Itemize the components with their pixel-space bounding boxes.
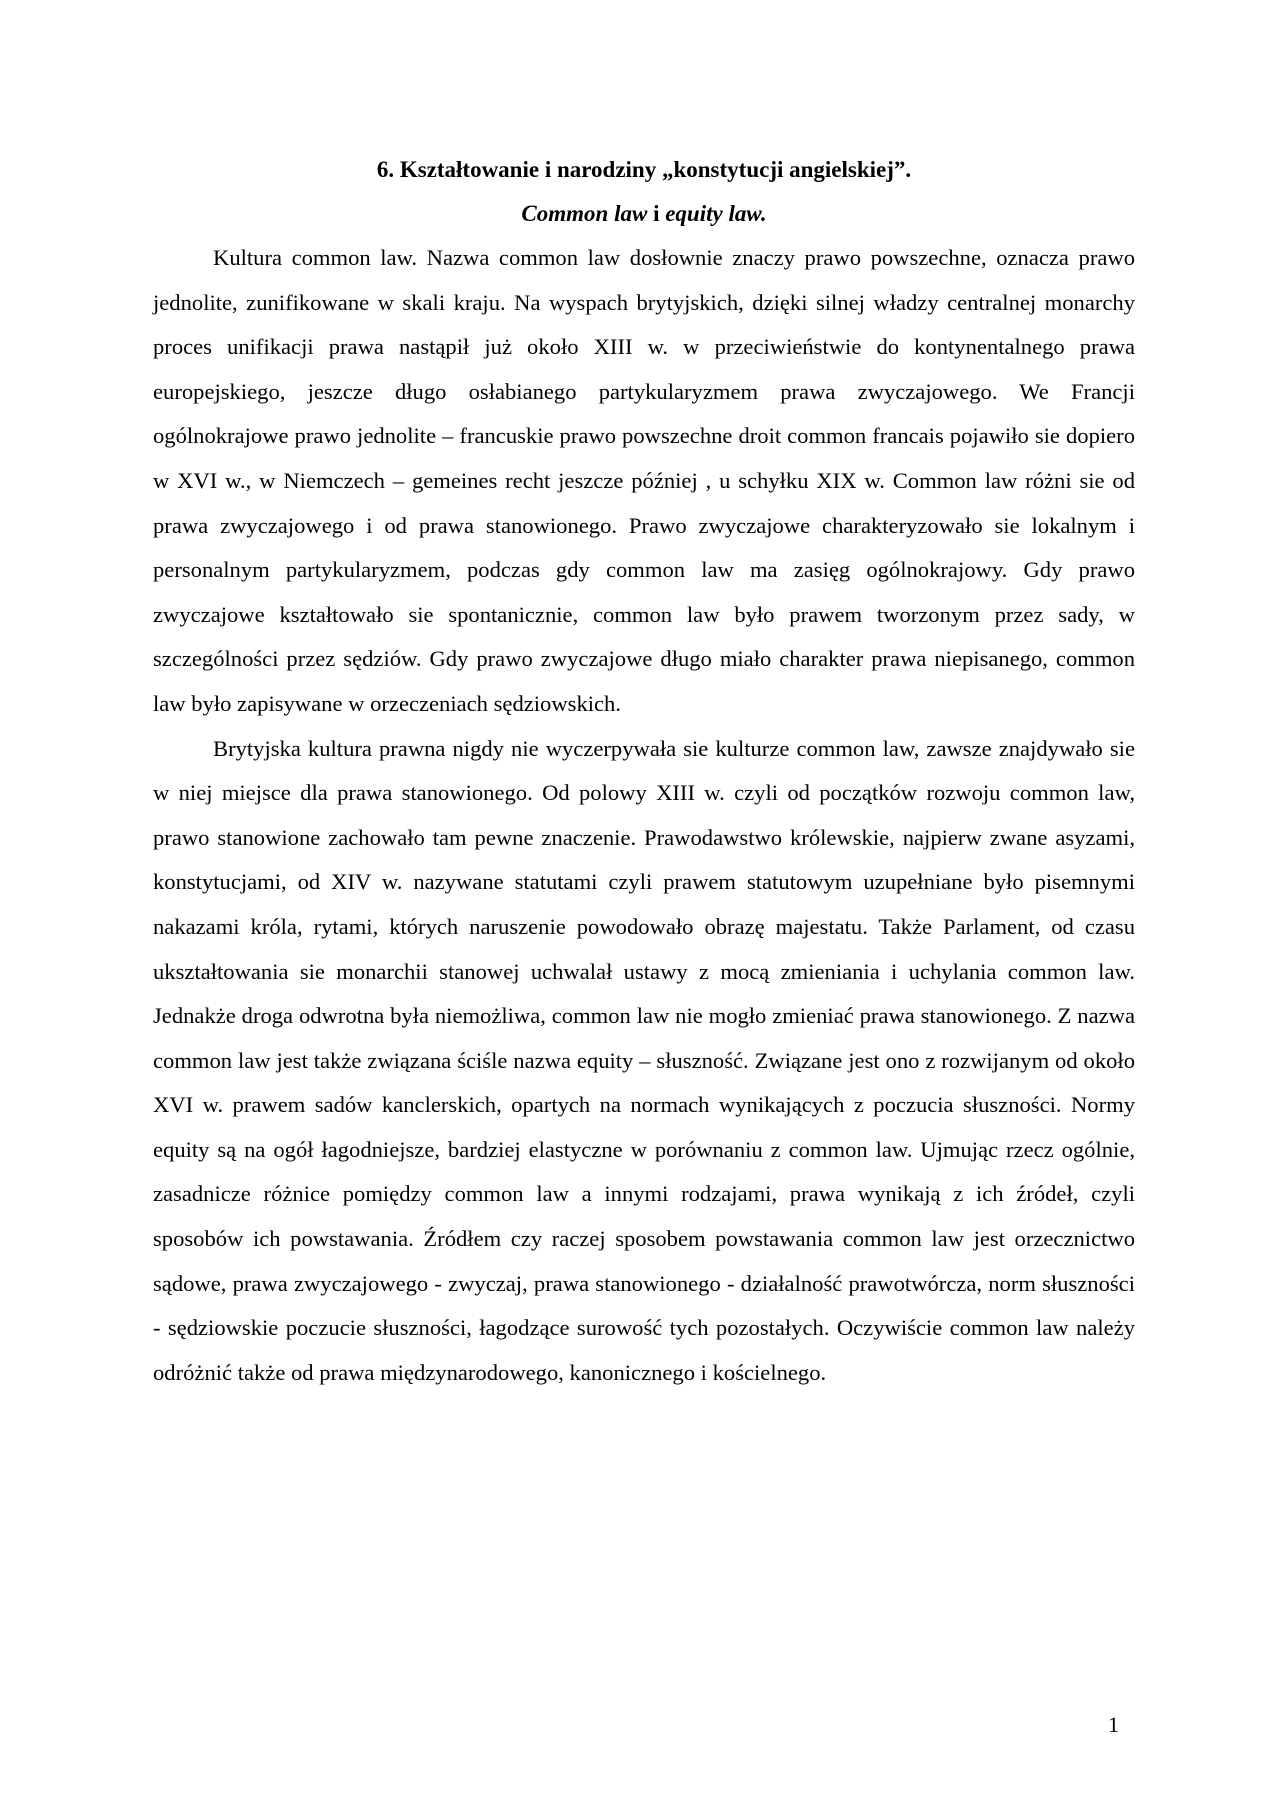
page-number: 1 — [1108, 1712, 1119, 1737]
subtitle-common-law: Common law — [521, 201, 648, 226]
subtitle-equity-law: equity law. — [665, 201, 767, 226]
subtitle-conjunction: i — [647, 201, 666, 226]
document-title: 6. Kształtowanie i narodziny „konstytucji angielskiej”. — [376, 157, 912, 182]
document-subtitle — [153, 192, 1135, 236]
document-page — [153, 148, 1135, 1395]
paragraph-common-law-culture: Kultura common law. Nazwa common law dosłownie znaczy prawo powszechne, oznacza prawo jednolite, zunifikowane w skali kraju. Na wyspach brytyjskich, dzięki silnej władzy centralnej monarchy proces unifikacji prawa nastąpił już około XIII w. w przeciwieństwie do kontynentalnego prawa europejskiego, jeszcze długo osłabianego partykularyzmem prawa zwyczajowego. We Francji ogólnokrajowe prawo jednolite – francuskie prawo powszechne droit common francais pojawiło sie dopiero w XVI w., w Niemczech – gemeines recht jeszcze później , u schyłku XIX w. Common law różni sie od prawa zwyczajowego i od prawa stanowionego. Prawo zwyczajowe charakteryzowało sie lokalnym i personalnym partykularyzmem, podczas gdy common law ma zasięg ogólnokrajowy. Gdy prawo zwyczajowe kształtowało sie spontanicznie, common law było prawem tworzonym przez sady, w szczególności przez sędziów. Gdy prawo zwyczajowe długo miało charakter prawa niepisanego, common law było zapisywane w orzeczeniach sędziowskich. — [153, 245, 1135, 716]
paragraph-british-legal-culture: Brytyjska kultura prawna nigdy nie wyczerpywała sie kulturze common law, zawsze znajdywało sie w niej miejsce dla prawa stanowionego. Od polowy XIII w. czyli od początków rozwoju common law, prawo stanowione zachowało tam pewne znaczenie. Prawodawstwo królewskie, najpierw zwane asyzami, konstytucjami, od XIV w. nazywane statutami czyli prawem statutowym uzupełniane było pisemnymi nakazami króla, rytami, których naruszenie powodowało obrazę majestatu. Także Parlament, od czasu ukształtowania sie monarchii stanowej uchwalał ustawy z mocą zmieniania i uchylania common law. Jednakże droga odwrotna była niemożliwa, common law nie mogło zmieniać prawa stanowionego. Z nazwa common law jest także związana ściśle nazwa equity – słuszność. Związane jest ono z rozwijanym od około XVI w. prawem sadów kanclerskich, opartych na normach wynikających z poczucia słuszności. Normy equity są na ogół łagodniejsze, bardziej elastyczne w porównaniu z common law. Ujmując rzecz ogólnie, zasadnicze różnice pomiędzy common law a innymi rodzajami, prawa wynikają z ich źródeł, czyli sposobów ich powstawania. Źródłem czy raczej sposobem powstawania common law jest orzecznictwo sądowe, prawa zwyczajowego - zwyczaj, prawa stanowionego - działalność prawotwórcza, norm słuszności - sędziowskie poczucie słuszności, łagodzące surowość tych pozostałych. Oczywiście common law należy odróżnić także od prawa międzynarodowego, kanonicznego i kościelnego. — [153, 735, 1135, 1385]
